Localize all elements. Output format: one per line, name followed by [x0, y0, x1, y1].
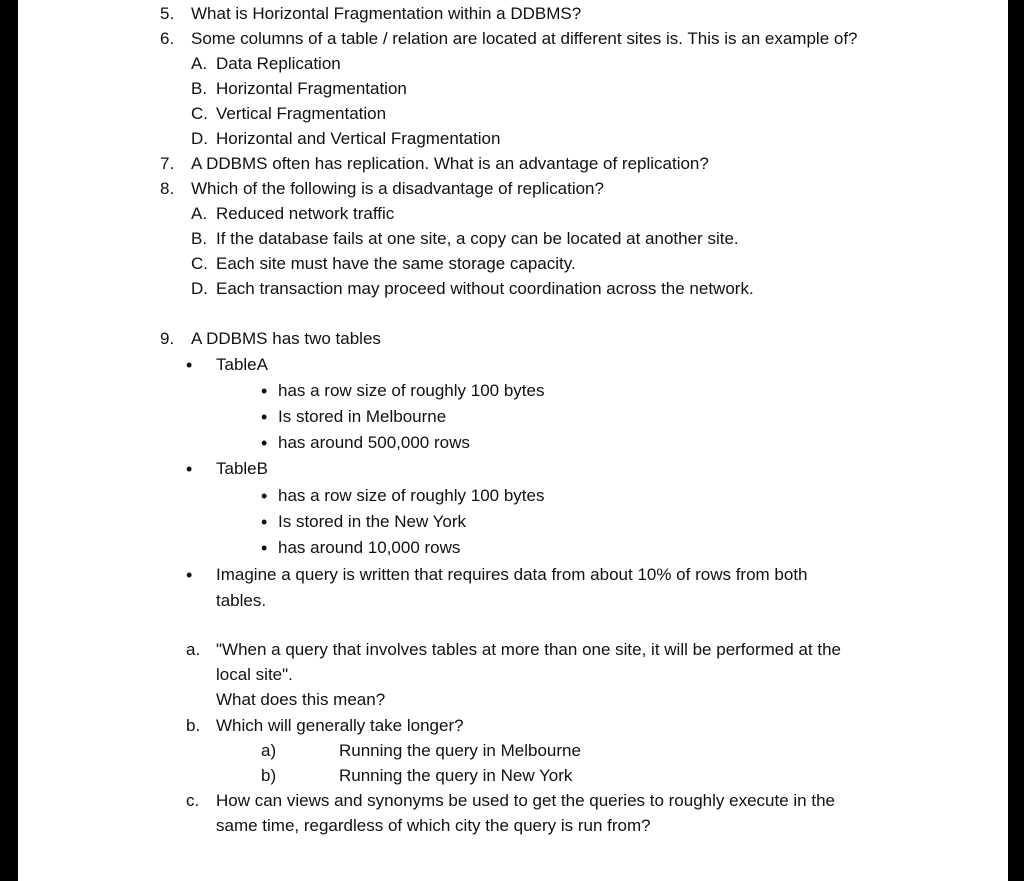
part-a-line-3: What does this mean? [216, 690, 386, 709]
q6-option-a-text: Data Replication [216, 54, 341, 73]
q7-text: A DDBMS often has replication. What is an advantage of replication? [191, 154, 709, 173]
part-a-line-1: "When a query that involves tables at more than one site, it will be performed at the [216, 640, 841, 659]
table-a-prop-3-bullet: • [261, 433, 268, 453]
table-a-prop-2-bullet: • [261, 407, 268, 427]
table-b-prop-2: Is stored in the New York [278, 512, 467, 531]
q8-option-d-text: Each transaction may proceed without coordination across the network. [216, 279, 754, 298]
part-a-label: a. [186, 640, 201, 659]
q9-number: 9. [160, 329, 175, 348]
q8-option-b-text: If the database fails at one site, a copy can be located at another site. [216, 229, 739, 248]
part-c-line-1: How can views and synonyms be used to get the queries to roughly execute in the [216, 791, 835, 810]
part-b-choice-a-text: Running the query in Melbourne [339, 741, 581, 760]
q6-option-a-letter: A. [191, 54, 208, 73]
part-b-text: Which will generally take longer? [216, 716, 464, 735]
table-b-prop-1-bullet: • [261, 486, 268, 506]
table-b-prop-3-bullet: • [261, 538, 268, 558]
imagine-bullet: • [186, 565, 193, 585]
table-b-prop-1: has a row size of roughly 100 bytes [278, 486, 545, 505]
q9-text: A DDBMS has two tables [191, 329, 381, 348]
table-a-prop-3: has around 500,000 rows [278, 433, 470, 452]
q5-number: 5. [160, 4, 175, 23]
table-a-prop-1: has a row size of roughly 100 bytes [278, 381, 545, 400]
imagine-line-2: tables. [216, 591, 267, 610]
q6-option-c-letter: C. [191, 104, 208, 123]
table-a-prop-2: Is stored in Melbourne [278, 407, 447, 426]
q6-text: Some columns of a table / relation are located at different sites is. This is an example of? [191, 29, 858, 48]
q8-text: Which of the following is a disadvantage of replication? [191, 179, 604, 198]
q6-option-c-text: Vertical Fragmentation [216, 104, 387, 123]
part-a-line-2: local site". [216, 665, 293, 684]
q6-number: 6. [160, 29, 175, 48]
table-b-name: TableB [216, 459, 268, 478]
document-page [18, 0, 1008, 881]
part-b-choice-b-text: Running the query in New York [339, 766, 573, 785]
imagine-line-1: Imagine a query is written that requires data from about 10% of rows from both [216, 565, 808, 584]
part-c-line-2: same time, regardless of which city the query is run from? [216, 816, 651, 835]
q8-option-b-letter: B. [191, 229, 208, 248]
table-b-bullet: • [186, 459, 193, 479]
part-b-label: b. [186, 716, 201, 735]
q8-option-c-letter: C. [191, 254, 208, 273]
q7-number: 7. [160, 154, 175, 173]
table-a-bullet: • [186, 355, 193, 375]
q8-option-a-text: Reduced network traffic [216, 204, 395, 223]
q6-option-b-letter: B. [191, 79, 208, 98]
part-c-label: c. [186, 791, 200, 810]
q6-option-d-letter: D. [191, 129, 208, 148]
part-b-choice-a-label: a) [261, 741, 277, 760]
q8-number: 8. [160, 179, 175, 198]
q8-option-c-text: Each site must have the same storage capacity. [216, 254, 576, 273]
part-b-choice-b-label: b) [261, 766, 277, 785]
q8-option-d-letter: D. [191, 279, 208, 298]
q5-text: What is Horizontal Fragmentation within a DDBMS? [191, 4, 582, 23]
q8-option-a-letter: A. [191, 204, 208, 223]
table-b-prop-2-bullet: • [261, 512, 268, 532]
q6-option-b-text: Horizontal Fragmentation [216, 79, 407, 98]
q6-option-d-text: Horizontal and Vertical Fragmentation [216, 129, 501, 148]
table-a-name: TableA [216, 355, 268, 374]
table-a-prop-1-bullet: • [261, 381, 268, 401]
table-b-prop-3: has around 10,000 rows [278, 538, 461, 557]
